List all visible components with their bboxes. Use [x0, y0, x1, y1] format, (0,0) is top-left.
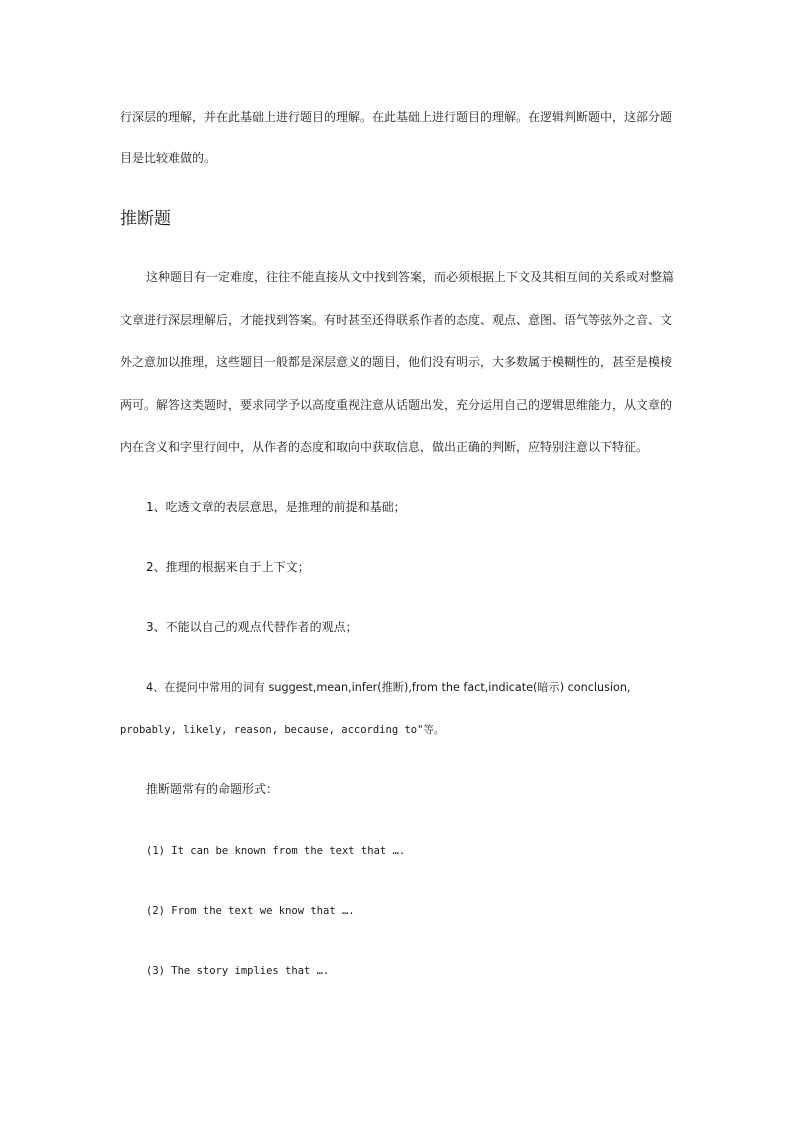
form-item-1: (1) It can be known from the text that …. — [146, 845, 406, 857]
paragraph-main-line-2: 文章进行深层理解后，才能找到答案。有时甚至还得联系作者的态度、观点、意图、语气等弦外之音、文 — [120, 313, 673, 327]
form-item-3: (3) The story implies that …. — [146, 965, 330, 977]
feature-item-4-line-2: probably, likely, reason, because, according to"等。 — [120, 724, 445, 736]
paragraph-main-line-5: 内在含义和字里行间中，从作者的态度和取向中获取信息，做出正确的判断，应特别注意以下特征。 — [120, 440, 649, 454]
feature-item-2: 2、推理的根据来自于上下文； — [146, 560, 310, 574]
form-item-2: (2) From the text we know that …. — [146, 905, 355, 917]
feature-item-1: 1、吃透文章的表层意思，是推理的前提和基础； — [146, 500, 406, 514]
feature-item-3: 3、不能以自己的观点代替作者的观点； — [146, 620, 358, 634]
section-heading: 推断题 — [120, 209, 171, 229]
paragraph-top-line-2: 目是比较难做的。 — [120, 151, 217, 165]
paragraph-main-line-1: 这种题目有一定难度，往往不能直接从文中找到答案，而必须根据上下文及其相互间的关系或对整篇 — [146, 270, 675, 284]
paragraph-main-line-3: 外之意加以推理，这些题目一般都是深层意义的题目，他们没有明示，大多数属于模糊性的，甚至是模棱 — [120, 355, 673, 369]
paragraph-main-line-4: 两可。解答这类题时，要求同学予以高度重视注意从话题出发，充分运用自己的逻辑思维能力，从文章的 — [120, 398, 673, 412]
paragraph-top-line-1: 行深层的理解，并在此基础上进行题目的理解。在此基础上进行题目的理解。在逻辑判断题中，这部分题 — [120, 110, 673, 124]
feature-item-4-line-1: 4、在提问中常用的词有 suggest,mean,infer(推断),from the fact,indicate(暗示) conclusion, — [146, 681, 631, 694]
forms-intro: 推断题常有的命题形式： — [146, 782, 279, 796]
